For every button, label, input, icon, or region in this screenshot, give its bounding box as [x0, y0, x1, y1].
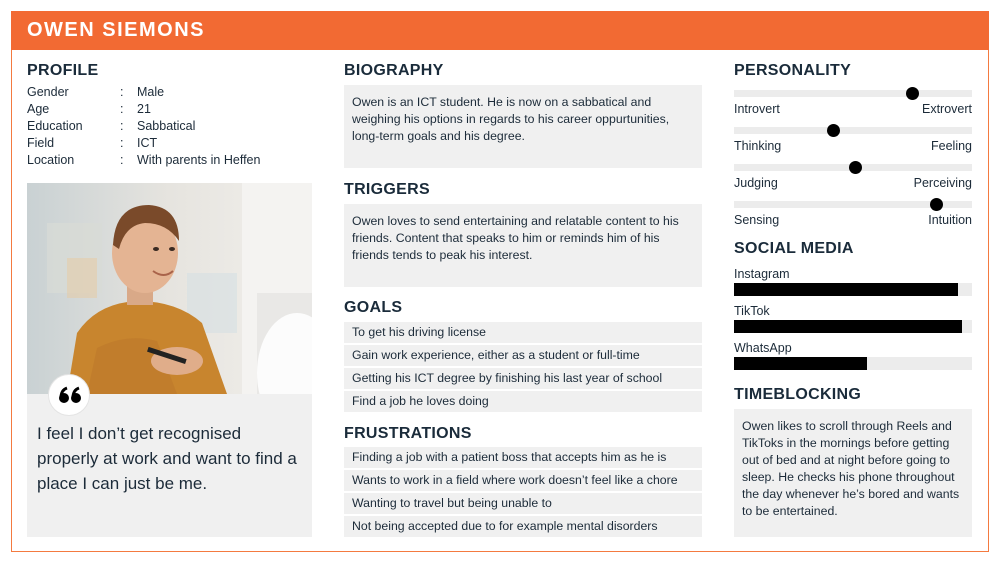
goal-item: To get his driving license [344, 322, 702, 343]
social-fill-tiktok [734, 320, 962, 333]
personality-heading: PERSONALITY [734, 62, 852, 79]
biography-heading: BIOGRAPHY [344, 62, 444, 79]
frustration-item: Not being accepted due to for example mental disorders [344, 516, 702, 537]
profile-row-age [27, 102, 317, 119]
goal-item: Find a job he loves doing [344, 391, 702, 412]
frustrations-heading: FRUSTRATIONS [344, 425, 472, 442]
frustration-item: Wants to work in a field where work doesn’t feel like a chore [344, 470, 702, 491]
profile-value: Male [137, 85, 165, 99]
profile-key: Gender [27, 85, 69, 99]
frustration-item: Finding a job with a patient boss that accepts him as he is [344, 447, 702, 468]
quote-badge [48, 374, 90, 416]
header-bar [11, 11, 989, 50]
profile-key: Age [27, 102, 50, 116]
social-media-heading: SOCIAL MEDIA [734, 240, 854, 257]
trait-slider-knob [930, 198, 943, 211]
social-fill-instagram [734, 283, 958, 296]
biography-text: Owen is an ICT student. He is now on a sabbatical and weighing his options in regards to his career oppurtunities, long-term goals and his degree. [344, 85, 702, 168]
trait-slider-track [734, 127, 972, 134]
triggers-text: Owen loves to send entertaining and relatable content to his friends. Content that speaks to him or reminds him of his friends tends to peak his interest. [344, 204, 702, 287]
trait-right-label: Perceiving [913, 176, 972, 190]
social-label-whatsapp: WhatsApp [734, 341, 792, 355]
profile-row-field [27, 136, 317, 153]
persona-photo-illustration [27, 183, 312, 394]
social-track-whatsapp [734, 357, 972, 370]
social-label-tiktok: TikTok [734, 304, 770, 318]
social-track-instagram [734, 283, 972, 296]
profile-row-location [27, 153, 317, 170]
trait-left-label: Judging [734, 176, 778, 190]
trait-slider-knob [906, 87, 919, 100]
goal-item: Gain work experience, either as a student or full-time [344, 345, 702, 366]
profile-sep: : [120, 119, 124, 133]
profile-key: Location [27, 153, 75, 167]
goals-heading: GOALS [344, 299, 403, 316]
profile-key: Education [27, 119, 83, 133]
profile-sep: : [120, 153, 124, 167]
profile-key: Field [27, 136, 55, 150]
trait-right-label: Extrovert [921, 102, 972, 116]
profile-row-gender [27, 85, 317, 102]
persona-name: OWEN SIEMONS [27, 19, 206, 41]
social-fill-whatsapp [734, 357, 867, 370]
goal-item: Getting his ICT degree by finishing his last year of school [344, 368, 702, 389]
profile-sep: : [120, 85, 124, 99]
profile-heading: PROFILE [27, 62, 99, 79]
profile-sep: : [120, 136, 124, 150]
social-track-tiktok [734, 320, 972, 333]
trait-left-label: Sensing [734, 213, 780, 227]
trait-right-label: Feeling [931, 139, 972, 153]
timeblocking-text: Owen likes to scroll through Reels and TikToks in the mornings before getting out of bed and at night before going to sleep. He checks his phone throughout the day whenever he’s bored and wants to be entertained. [734, 409, 972, 537]
trait-left-label: Introvert [734, 102, 780, 116]
trait-slider-knob [849, 161, 862, 174]
trait-slider-track [734, 90, 972, 97]
profile-sep: : [120, 102, 124, 116]
frustration-item: Wanting to travel but being unable to [344, 493, 702, 514]
social-label-instagram: Instagram [734, 267, 790, 281]
trait-left-label: Thinking [734, 139, 782, 153]
profile-value: 21 [137, 102, 151, 116]
persona-photo [27, 183, 312, 394]
persona-quote: I feel I don’t get recognised properly at work and want to find a place I can just be me. [37, 424, 297, 493]
profile-value: With parents in Heffen [137, 153, 261, 167]
profile-value: Sabbatical [137, 119, 196, 133]
profile-row-education [27, 119, 317, 136]
triggers-heading: TRIGGERS [344, 181, 430, 198]
timeblocking-heading: TIMEBLOCKING [734, 386, 862, 403]
profile-value: ICT [137, 136, 158, 150]
trait-right-label: Intuition [928, 213, 972, 227]
quote-icon [49, 375, 91, 417]
